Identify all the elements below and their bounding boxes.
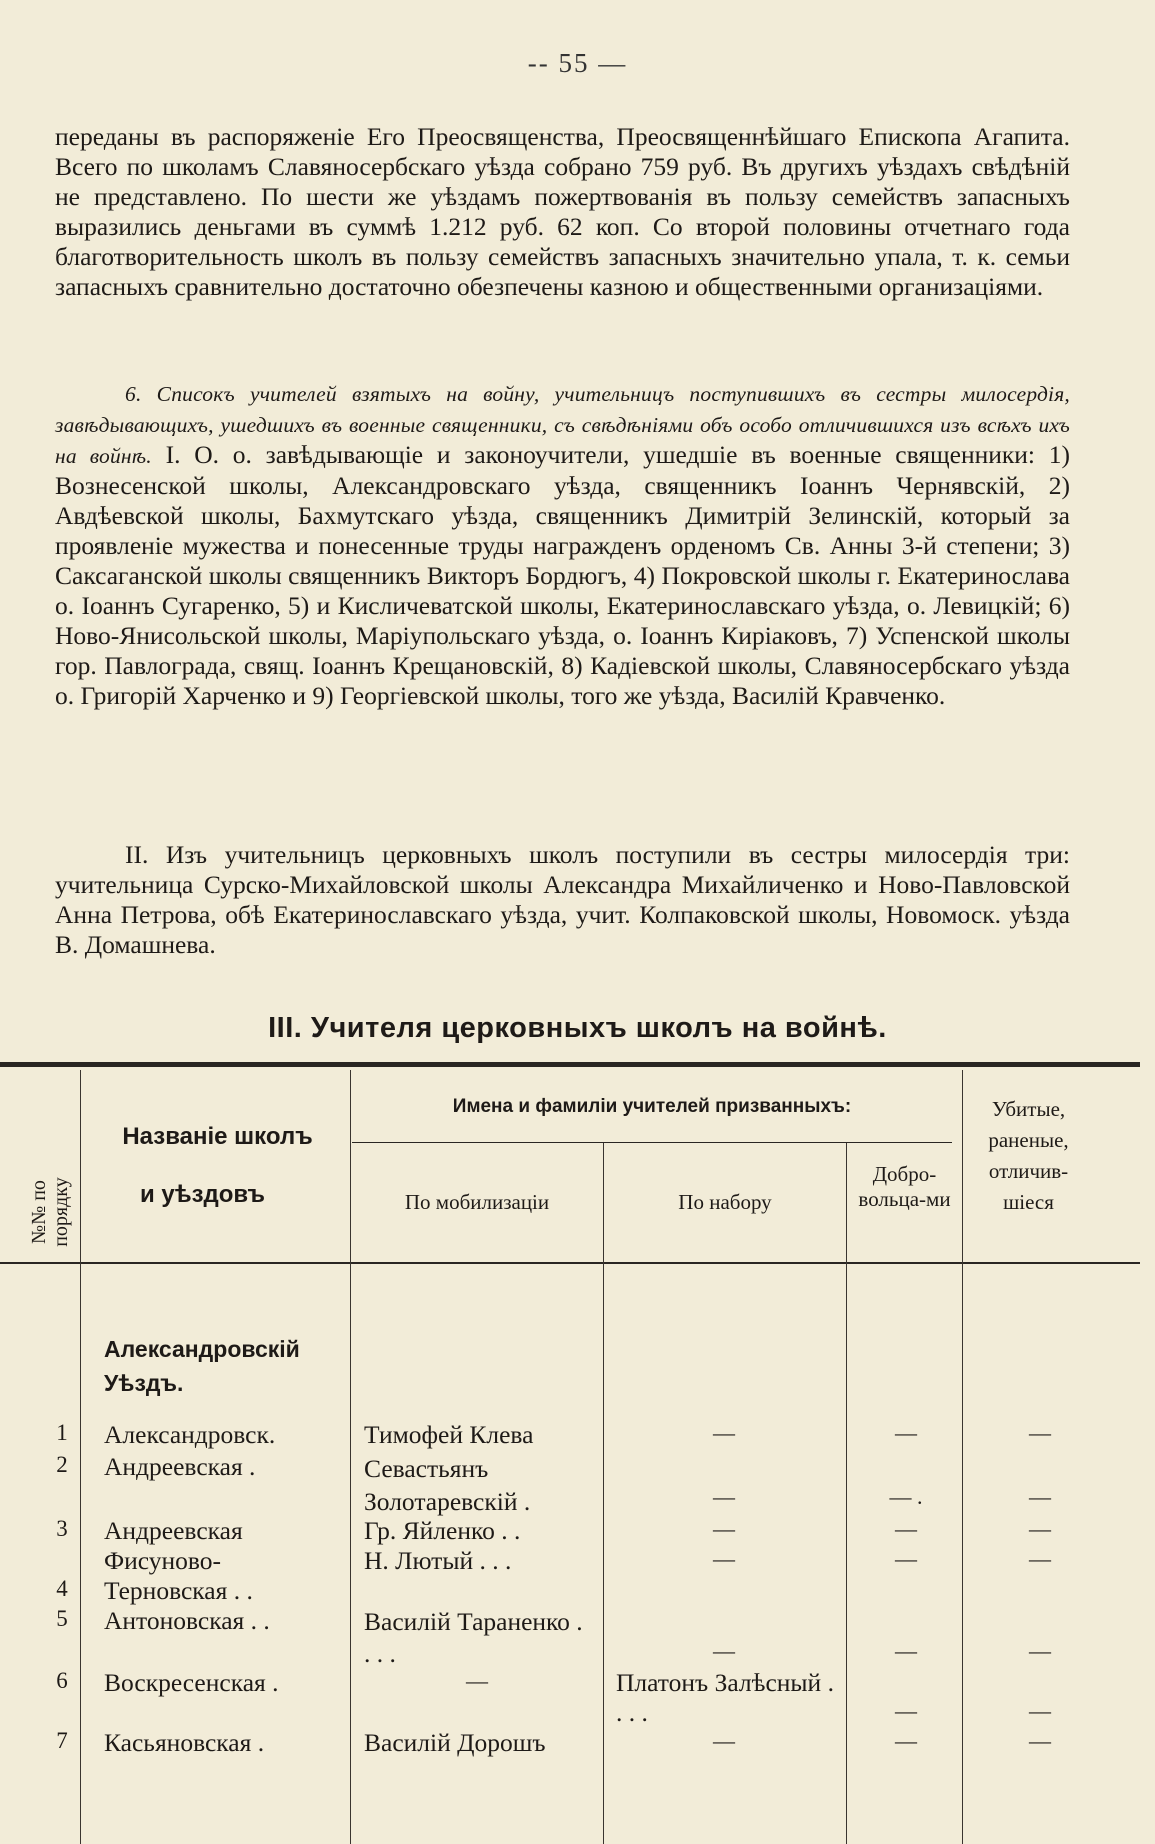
column-divider: [962, 1070, 963, 1844]
teacher-killed: —: [1029, 1638, 1051, 1663]
row-number: 3: [56, 1516, 68, 1541]
teacher-mobilization: Тимофей Клева: [364, 1420, 534, 1449]
column-divider: [350, 1070, 351, 1844]
paragraph-nurses: II. Изъ учительницъ церковныхъ школъ поступили въ сестры милосердія три: учительница Сурско-Михайловской школы Александра Михайличенко и Ново-Павловской Анна Петрова, обѣ Екатеринославскаго уѣзда, учит. Колпаковской школы, Новомоск. уѣзда В. Домашнева.: [55, 840, 1070, 959]
teacher-volunteer: — .: [889, 1484, 923, 1509]
page-number: -- 55 —: [527, 48, 628, 78]
teacher-killed: —: [1029, 1420, 1051, 1445]
school-name: Антоновская . .: [104, 1606, 270, 1635]
teacher-volunteer: —: [895, 1546, 917, 1571]
district-title: Александровскій Уѣздъ.: [104, 1336, 300, 1396]
teacher-nabor: —: [713, 1728, 735, 1753]
teacher-mobilization: Василій Дорошъ: [364, 1728, 546, 1757]
school-name: Касьяновская .: [104, 1728, 265, 1757]
school-name: Воскресенская .: [104, 1668, 279, 1697]
row-number: 5: [56, 1606, 68, 1631]
teacher-mobilization: Н. Лютый . . .: [364, 1546, 512, 1575]
teacher-nabor: —: [713, 1484, 735, 1509]
school-name: Фисуново-Терновская . .: [104, 1546, 253, 1605]
header-number: №№ по порядку: [28, 1177, 72, 1247]
paragraph-donations: переданы въ распоряженіе Его Преосвященства, Преосвященнѣйшаго Епископа Агапита. Всего по школамъ Славяносербскаго уѣзда собрано 759 руб. Въ другихъ уѣздахъ свѣдѣній не представлено. По шести же уѣздамъ пожертвованія въ пользу семействъ запасныхъ выразились деньгами въ суммѣ 1.212 руб. 62 коп. Со второй половины отчетнаго года благотворительность школъ въ пользу семействъ запасныхъ значительно упала, т. к. семьи запасныхъ сравнительно достаточно обезпечены казною и общественными организаціями.: [55, 122, 1070, 301]
teacher-mobilization: Севастьянъ Золотаревскій .: [364, 1454, 531, 1516]
header-mobilization: По мобилизаціи: [404, 1190, 550, 1214]
row-number: 6: [56, 1668, 68, 1693]
teacher-nabor: —: [713, 1516, 735, 1541]
teacher-mobilization: Гр. Яйленко . .: [364, 1516, 521, 1545]
row-number: 1: [56, 1420, 68, 1445]
header-names-group: Имена и фамиліи учителей призванныхъ:: [452, 1096, 852, 1117]
school-name: Александровск.: [104, 1420, 276, 1449]
school-name: Андреевская .: [104, 1452, 256, 1481]
column-divider: [846, 1143, 847, 1844]
row-number: 4: [56, 1576, 68, 1601]
teacher-nabor: —: [713, 1638, 735, 1663]
header-school-line2: и уѣздовъ: [139, 1181, 266, 1208]
teacher-volunteer: —: [895, 1420, 917, 1445]
teacher-volunteer: —: [895, 1516, 917, 1541]
teacher-mobilization: Василій Тараненко . . . .: [364, 1607, 583, 1668]
teacher-killed: —: [1029, 1698, 1051, 1723]
teacher-nabor: —: [713, 1420, 735, 1445]
header-volunteers: Добро-вольца-ми: [858, 1162, 951, 1211]
header-killed-wounded: Убитые, раненые, отличив-шіеся: [988, 1097, 1069, 1214]
teacher-killed: —: [1029, 1516, 1051, 1541]
teacher-killed: —: [1029, 1728, 1051, 1753]
paragraph-teachers-list: [55, 378, 1070, 711]
row-number: 7: [56, 1728, 68, 1753]
header-school-line1: Названіе школъ: [122, 1123, 313, 1150]
teacher-volunteer: —: [895, 1698, 917, 1723]
table-header-bottom-rule: [0, 1262, 1140, 1264]
header-nabor: По набору: [678, 1190, 772, 1214]
teacher-mobilization: —: [466, 1668, 488, 1693]
row-number: 2: [56, 1452, 68, 1477]
school-name: Андреевская: [104, 1516, 243, 1545]
teacher-killed: —: [1029, 1484, 1051, 1509]
teacher-killed: —: [1029, 1546, 1051, 1571]
paragraph-priests: I. О. о. завѣдывающіе и законоучители, ушедшіе въ военные священники: 1) Вознесенской школы, Александровскаго уѣзда, священникъ Іоаннъ Чернявскій, 2) Авдѣевской школы, Бахмутскаго уѣзда, священникъ Димитрій Зелинскій, который за проявленіе мужества и понесенные труды награжденъ орденомъ Св. Анны 3-й степени; 3) Саксаганской школы священникъ Викторъ Бордюгъ, 4) Покровской школы г. Екатеринослава о. Іоаннъ Сугаренко, 5) и Кисличеватской школы, Екатеринославскаго уѣзда, о. Левицкій; 6) Ново-Янисольской школы, Маріупольскаго уѣзда, о. Іоаннъ Киріаковъ, 7) Успенской школы гор. Павлограда, свящ. Іоаннъ Крещановскій, 8) Кадіевской школы, Славяносербскаго уѣзда о. Григорій Харченко и 9) Георгіевской школы, того же уѣзда, Василій Кравченко.: [55, 440, 1070, 710]
table-top-rule: [0, 1062, 1140, 1067]
subheader-divider: [352, 1142, 952, 1143]
section-heading: III. Учителя церковныхъ школъ на войнѣ.: [268, 1012, 887, 1044]
teacher-nabor: Платонъ Залѣсный . . . .: [616, 1668, 834, 1727]
teacher-volunteer: —: [895, 1638, 917, 1663]
paragraph-italic-heading: 6. Списокъ учителей взятыхъ на войну, учительницъ поступившихъ въ сестры милосердія, завѣдывающихъ, ушедшихъ въ военные священники, съ свѣдѣніями объ особо отличившихся изъ всѣхъ ихъ на войнѣ.: [55, 382, 1070, 468]
teacher-nabor: —: [713, 1546, 735, 1571]
teacher-volunteer: —: [895, 1728, 917, 1753]
